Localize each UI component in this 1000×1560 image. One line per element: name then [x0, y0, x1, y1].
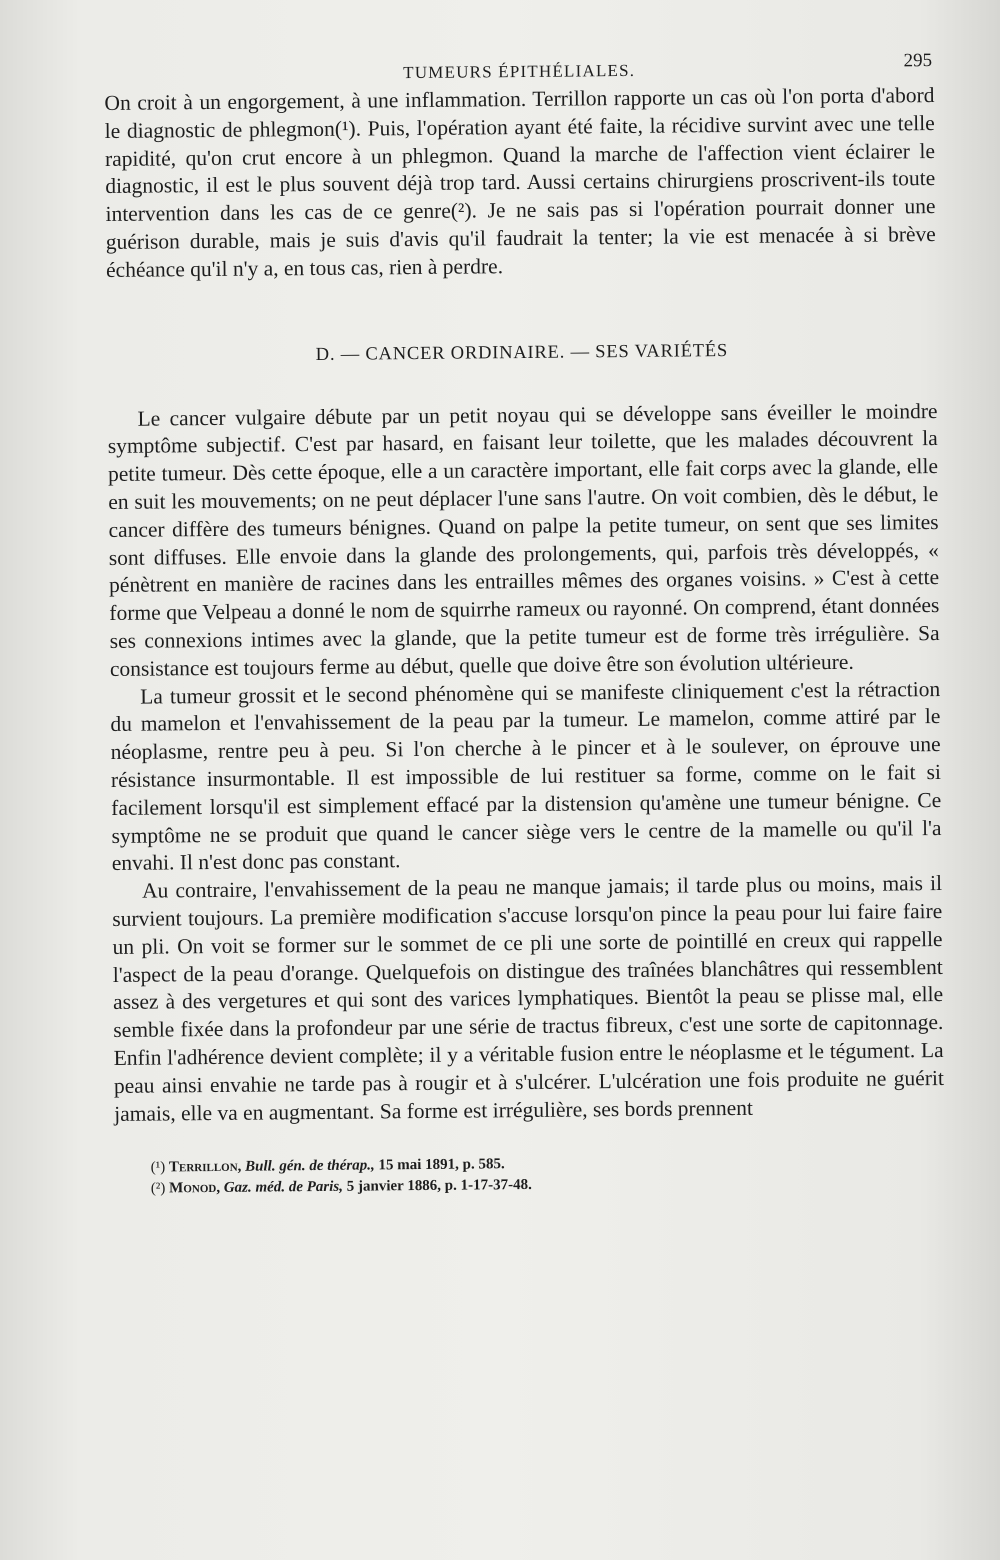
paragraph-continued: On croit à un engorgement, à une inflammation. Terrillon rapporte un cas où l'on porta d'abord le diagnostic de phlegmon(¹). Puis, l'opération ayant été faite, la récidive survint avec une telle rapidité, qu'on crut encore à un phlegmon. Quand la marche de l'affection vient éclairer le diagnostic, il est le plus souvent déjà trop tard. Aussi certains chirurgiens proscrivent-ils toute intervention dans les cas de ce genre(²). Je ne sais pas si l'opération pourrait donner une guérison durable, mais je suis d'avis qu'il faudrait la tenter; la vie est menacée à si brève échéance qu'il n'y a, en tous cas, rien à perdre.	[104, 83, 936, 282]
page-number: 295	[903, 50, 933, 72]
footnotes	[115, 1150, 945, 1200]
footnote-journal: Bull. gén. de thérap.,	[245, 1157, 375, 1175]
footnote-mark: (²)	[150, 1180, 166, 1197]
paragraph-cancer-debut: Le cancer vulgaire débute par un petit noyau qui se développe sans éveiller le moindre symptôme subjectif. C'est par hasard, en faisant leur toilette, que les malades découvrent la petite tumeur. Dès cette époque, elle a un caractère important, elle fait corps avec la glande, elle en suit les mouvements; on ne peut déplacer l'une sans l'autre. On voit combien, dès le début, le cancer diffère des tumeurs bénignes. Quand on palpe la petite tumeur, on sent que ses limites sont diffuses. Elle envoie dans la glande des prolongements, qui, parfois très développés, « pénètrent en manière de racines dans les entrailles mêmes des organes voisins. » C'est à cette forme que Velpeau a donné le nom de squirrhe rameux ou rayonné. On comprend, étant données ses connexions intimes avec la glande, que la petite tumeur est de forme très irrégulière. Sa consistance est toujours ferme au début, quelle que doive être son évolution ultérieure.	[107, 398, 940, 681]
footnote-author: Monod,	[169, 1180, 221, 1197]
section-heading: D. — CANCER ORDINAIRE. — SES VARIÉTÉS	[315, 340, 729, 365]
footnote-journal: Gaz. méd. de Paris,	[223, 1179, 344, 1197]
footnote-mark: (¹)	[150, 1159, 166, 1176]
paragraph-retraction-mamelon: La tumeur grossit et le second phénomène qui se manifeste cliniquement c'est la rétraction du mamelon et l'envahissement de la peau par la tumeur. Le mamelon, comme attiré par le néoplasme, rentre peu à peu. Si l'on cherche à le pincer et à le soulever, on éprouve une résistance insurmontable. Il est impossible de lui restituer sa forme, comme on le fait si facilement lorsqu'il est simplement effacé par la distension qu'amène une tumeur bénigne. Ce symptôme ne se produit que quand le cancer siège vers le centre de la mamelle ou qu'il l'a envahi. Il n'est donc pas constant.	[110, 676, 942, 876]
footnote-reference: 15 mai 1891, p. 585.	[378, 1156, 505, 1174]
paragraph-envahissement-peau: Au contraire, l'envahissement de la peau ne manque jamais; il tarde plus ou moins, mais il survient toujours. La première modification s'accuse lorsqu'on pince la peau pour lui faire faire un pli. On voit se former sur le sommet de ce pli une sorte de pointillé en creux qui rappelle l'aspect de la peau d'orange. Quelquefois on distingue des traînées blanchâtres qui ressemblent assez à des vergetures et qui sont des varices lymphatiques. Bientôt la peau se plisse mal, elle semble fixée dans la profondeur par une série de tractus fibreux, c'est une sorte de capitonnage. Enfin l'adhérence devient complète; il y a véritable fusion entre le néoplasme et le tégument. La peau ainsi envahie ne tarde pas à rougir et à s'ulcérer. L'ulcération une fois produite ne guérit jamais, elle va en augmentant. Sa forme est irrégulière, ses bords prennent	[112, 871, 944, 1126]
footnote-author: Terrillon,	[168, 1159, 242, 1176]
footnote-reference: 5 janvier 1886, p. 1-17-37-48.	[346, 1177, 532, 1196]
printed-text-block	[104, 46, 945, 1200]
running-title: TUMEURS ÉPITHÉLIALES.	[403, 60, 636, 83]
